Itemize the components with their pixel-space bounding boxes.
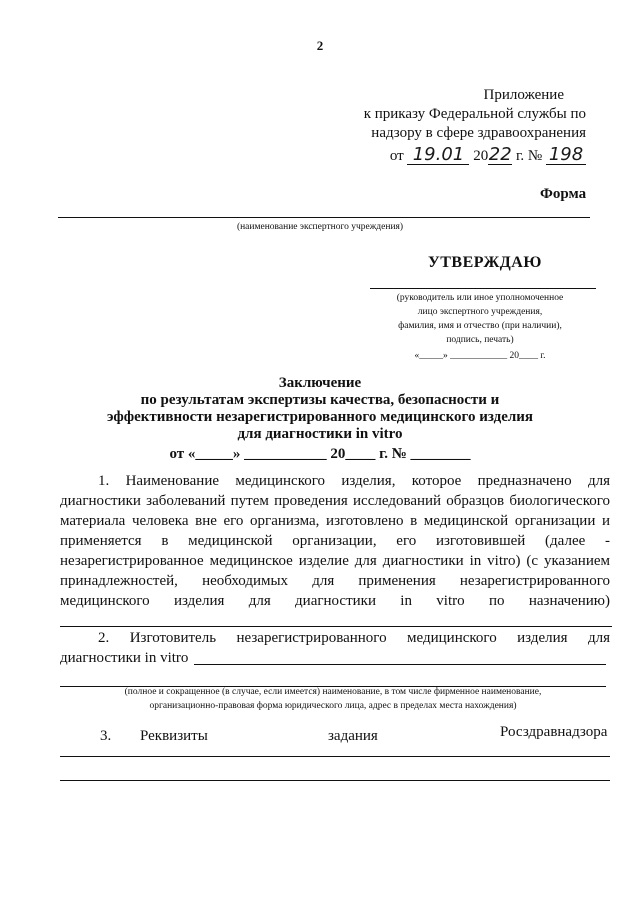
approve-date-line: «_____» ____________ 20____ г. [414,351,546,361]
handwritten-year: 22 [488,144,512,165]
year-prefix: 20 [473,148,489,164]
approve-caption-1: (руководитель или иное уполномоченное [396,293,564,303]
item2-line2: диагностики in vitro [60,650,189,666]
item1-line5: незарегистрированное медицинское изделие для диагностики in vitro) (с указанием [60,553,610,569]
item-1 [60,471,610,611]
institution-caption: (наименование экспертного учреждения) [236,222,404,232]
item3-word3: Росздравнадзора [500,724,608,740]
item3-word1: Реквизиты [140,728,208,744]
approve-caption-3: фамилия, имя и отчество (при наличии), [398,321,562,331]
item3-answer-line-1 [60,756,610,757]
item3-answer-line-2 [60,780,610,781]
item1-line2: диагностики заболеваний путем проведения исследований образцов биологического [60,493,610,509]
conclusion-title [60,375,580,463]
item2-line1: 2. Изготовитель незарегистрированного медицинского изделия для [98,630,610,646]
handwritten-date: 19.01 [407,145,469,165]
item2-caption-1: (полное и сокращенное (в случае, если имеется) наименование, в том числе фирменное наименование, [124,687,542,697]
approve-caption [360,291,600,363]
approve-caption-4: подпись, печать) [446,335,514,345]
handwritten-number: 198 [546,145,586,165]
item2-caption-2: организационно-правовая форма юридического лица, адрес в пределах места нахождения) [149,701,517,711]
item2-caption [60,685,606,713]
appendix-line3: надзору в сфере здравоохранения [371,125,586,141]
item1-answer-line [60,626,612,627]
item1-line1: 1. Наименование медицинского изделия, которое предназначено для [98,473,610,489]
appendix-header [330,86,586,166]
appendix-line2: к приказу Федеральной службы по [363,106,586,122]
item1-line6: принадлежностей, необходимых для применения незарегистрированного [60,573,610,589]
item1-line3: материала человека вне его организма, изготовлено в медицинской организации и [60,513,610,529]
approve-signature-line [370,288,596,289]
item2-answer-line-1 [194,664,606,665]
form-label: Форма [540,186,587,202]
date-prefix: от [389,148,404,164]
conclusion-date-number: от «_____» ___________ 20____ г. № ________ [169,446,471,462]
item-2 [60,628,610,668]
approve-title: УТВЕРЖДАЮ [428,254,542,271]
number-label: г. № [515,148,543,164]
approve-caption-2: лицо экспертного учреждения, [417,307,543,317]
item1-line4: применяется в медицинской организации, его изготовившей (далее - [60,533,610,549]
appendix-title: Приложение [483,87,564,103]
item3-word2: задания [328,728,378,744]
conclusion-line2: по результатам экспертизы качества, безопасности и [140,392,500,408]
appendix-date-row [330,145,586,166]
conclusion-line3: эффективности незарегистрированного медицинского изделия [106,409,534,425]
item1-line7: медицинского изделия для диагностики in vitro по назначению) [60,593,610,609]
conclusion-heading: Заключение [278,375,362,391]
item3-number: 3. [100,728,112,744]
institution-line [58,217,590,218]
page-number: 2 [316,38,324,53]
conclusion-line4: для диагностики in vitro [237,426,403,442]
